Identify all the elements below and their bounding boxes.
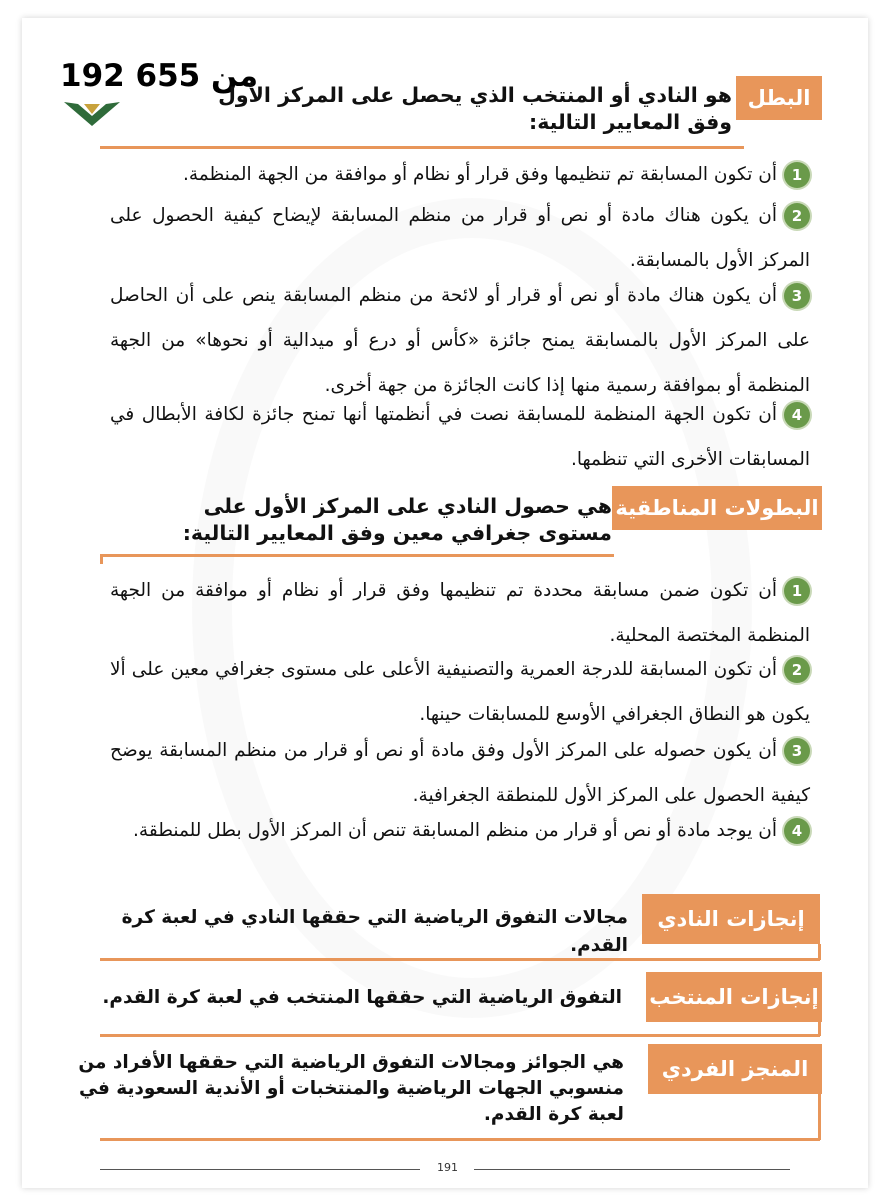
section1-item-3: 3أن يكون هناك مادة أو نص أو قرار أو لائحة من منظم المسابقة ينص على أن الحاصل على المركز الأول بالمسابقة يمنح جائزة «كأس أو درع أو ميدالية أو نحوها» من الجهة المنظمة أو بموافقة رسمية منها إذا كانت الجائزة من جهة أخرى.	[110, 285, 810, 396]
bullet-number: 3	[784, 738, 810, 764]
section1-heading: هو النادي أو المنتخب الذي يحصل على المركز الأول وفق المعايير التالية:	[218, 83, 732, 134]
section5-definition: هي الجوائز ومجالات التفوق الرياضية التي حققها الأفراد من منسوبي الجهات الرياضية والمنتخبات أو الأندية السعودية في لعبة كرة القدم.	[78, 1052, 624, 1125]
section1-rule	[100, 146, 744, 149]
bullet-number: 1	[784, 578, 810, 604]
page-counter: 192 من 655	[60, 58, 259, 94]
section2-heading: هي حصول النادي على المركز الأول على مستوى جغرافي معين وفق المعايير التالية:	[182, 494, 612, 545]
emblem-logo	[62, 100, 122, 128]
section2-item-3: 3أن يكون حصوله على المركز الأول وفق مادة أو نص أو قرار من منظم المسابقة يوضح كيفية الحصول على المركز الأول للمنطقة الجغرافية.	[110, 740, 810, 806]
bullet-number: 2	[784, 203, 810, 229]
tag-club-achievements: إنجازات النادي	[642, 894, 820, 944]
footer-line-right	[474, 1169, 790, 1170]
page-number: 191	[437, 1161, 458, 1174]
section1-item-4: 4أن تكون الجهة المنظمة للمسابقة نصت في أنظمتها أنها تمنح جائزة لكافة الأبطال في المسابقات الأخرى التي تنظمها.	[110, 404, 810, 470]
section1-item-2: 2أن يكون هناك مادة أو نص أو قرار من منظم المسابقة لإيضاح كيفية الحصول على المركز الأول بالمسابقة.	[110, 205, 810, 271]
section2-item-4: 4أن يوجد مادة أو نص أو قرار من منظم المسابقة تنص أن المركز الأول بطل للمنطقة.	[110, 808, 810, 853]
section2-item-1: 1أن تكون ضمن مسابقة محددة تم تنظيمها وفق قرار أو نظام أو موافقة من الجهة المنظمة المختصة المحلية.	[110, 580, 810, 646]
section1-item-1: 1أن تكون المسابقة تم تنظيمها وفق قرار أو نظام أو موافقة من الجهة المنظمة.	[110, 152, 810, 197]
section4-rule-side	[818, 1022, 821, 1036]
tag-individual-achievement: المنجز الفردي	[648, 1044, 822, 1094]
bullet-number: 4	[784, 818, 810, 844]
bullet-number: 2	[784, 657, 810, 683]
bullet-number: 4	[784, 402, 810, 428]
section3-definition: مجالات التفوق الرياضية التي حققها النادي في لعبة كرة القدم.	[121, 907, 628, 956]
section5-rule-side	[818, 1094, 821, 1140]
section5-rule	[100, 1138, 820, 1141]
tag-national-team-achievements: إنجازات المنتخب	[646, 972, 822, 1022]
section4-rule	[100, 1034, 820, 1037]
section4-definition: التفوق الرياضية التي حققها المنتخب في لعبة كرة القدم.	[102, 987, 622, 1008]
section3-rule-side	[818, 944, 821, 960]
bullet-number: 3	[784, 283, 810, 309]
tag-regional-championships: البطولات المناطقية	[612, 486, 822, 530]
section2-item-2: 2أن تكون المسابقة للدرجة العمرية والتصنيفية الأعلى على مستوى جغرافي معين على ألا يكون هو النطاق الجغرافي الأوسع للمسابقات حينها.	[110, 659, 810, 725]
section2-rule	[100, 554, 614, 557]
footer-line-left	[100, 1169, 420, 1170]
tag-champion: البطل	[736, 76, 822, 120]
section2-rule-side	[100, 554, 103, 564]
bullet-number: 1	[784, 162, 810, 188]
